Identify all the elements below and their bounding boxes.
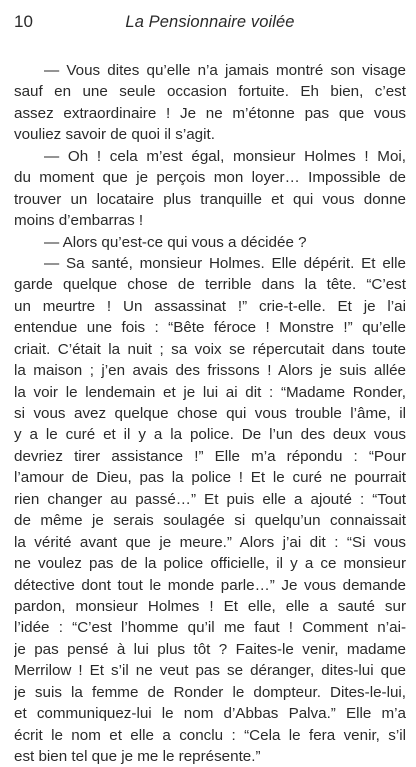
text-line: trouver un locataire plus tranquille et qui vous donne [14,190,406,208]
text-line: je pas pensé à lui plus tôt ? Faites-le venir, madame [14,640,406,658]
text-line: je suis la femme de Ronder le dompteur. Dites-le-lui, [14,683,406,701]
text-line: pardon, monsieur Holmes ! Et elle, elle a sauté sur [14,597,406,615]
text-line: ne voulez pas de la police officielle, il y a ce monsieur [14,555,406,573]
text-line: moins d’embarras ! [14,212,144,230]
text-line: un meurtre ! Un assassinat !” crie-t-elle. Et je l’ai [14,297,406,315]
text-line: — Oh ! cela m’est égal, monsieur Holmes ! Moi, [44,147,406,165]
text-line: rien changer au passé…” Et puis elle a ajouté : “Tout [14,490,406,508]
text-line: du moment que je perçois mon loyer… Impossible de [14,169,406,187]
text-line: sauf en une seule occasion fortuite. Eh bien, c’est [14,83,406,101]
text-line: et communiquez-lui le nom d’Abbas Palva.” Elle m’a [14,705,406,723]
text-line: détective dont tout le monde parle…” Je vous demande [14,576,406,594]
text-line: y a le curé et il y a la police. De l’un des deux vous [14,426,406,444]
text-line: Merrilow ! Et s’il ne veut pas se déranger, dites-lui que [14,662,406,680]
text-line: — Vous dites qu’elle n’a jamais montré son visage [44,62,406,79]
text-line: garde quelque chose de terrible dans la tête. “C’est [14,276,406,294]
page-header [14,10,406,34]
page-number: 10 [14,12,33,31]
text-line: — Alors qu’est-ce qui vous a décidée ? [44,233,307,251]
text-line: vouliez savoir de quoi il s’agit. [14,126,215,144]
text-line: l’amour de Dieu, pas la police ! Et le curé ne pourrait [14,469,406,487]
text-line: de même je serais soulagée si quelqu’un connaissait [14,512,406,530]
body-text [14,60,406,767]
text-line: si vous avez quelque chose qui vous trouble l’âme, il [14,405,406,422]
text-line: est bien tel que je me le représente.” [14,748,261,765]
text-line: la vérité avant que je meure.” Alors j’ai dit : “Si vous [14,533,406,551]
text-line: la maison ; j’en avais des frissons ! Alors je suis allée [14,362,406,380]
text-line: devriez tirer assistance !” Elle m’a répondu : “Pour [14,447,406,465]
text-line: — Sa santé, monsieur Holmes. Elle dépérit. Et elle [44,254,406,272]
text-line: l’idée : “C’est l’homme qu’il me faut ! Comment n’ai- [14,619,406,637]
running-title: La Pensionnaire voilée [125,13,295,31]
text-line: criait. C’était la nuit ; sa voix se répercutait dans toute [14,340,406,358]
text-line: la voir le lendemain et je lui ai dit : “Madame Ronder, [14,383,406,401]
text-line: entendue une fois : “Bête féroce ! Monstre !” qu’elle [14,319,406,337]
text-line: écrit le nom et elle a conclu : “Cela le fera venir, s’il [14,726,406,744]
text-line: assez extraordinaire ! Je ne m’étonne pas que vous [14,104,406,122]
